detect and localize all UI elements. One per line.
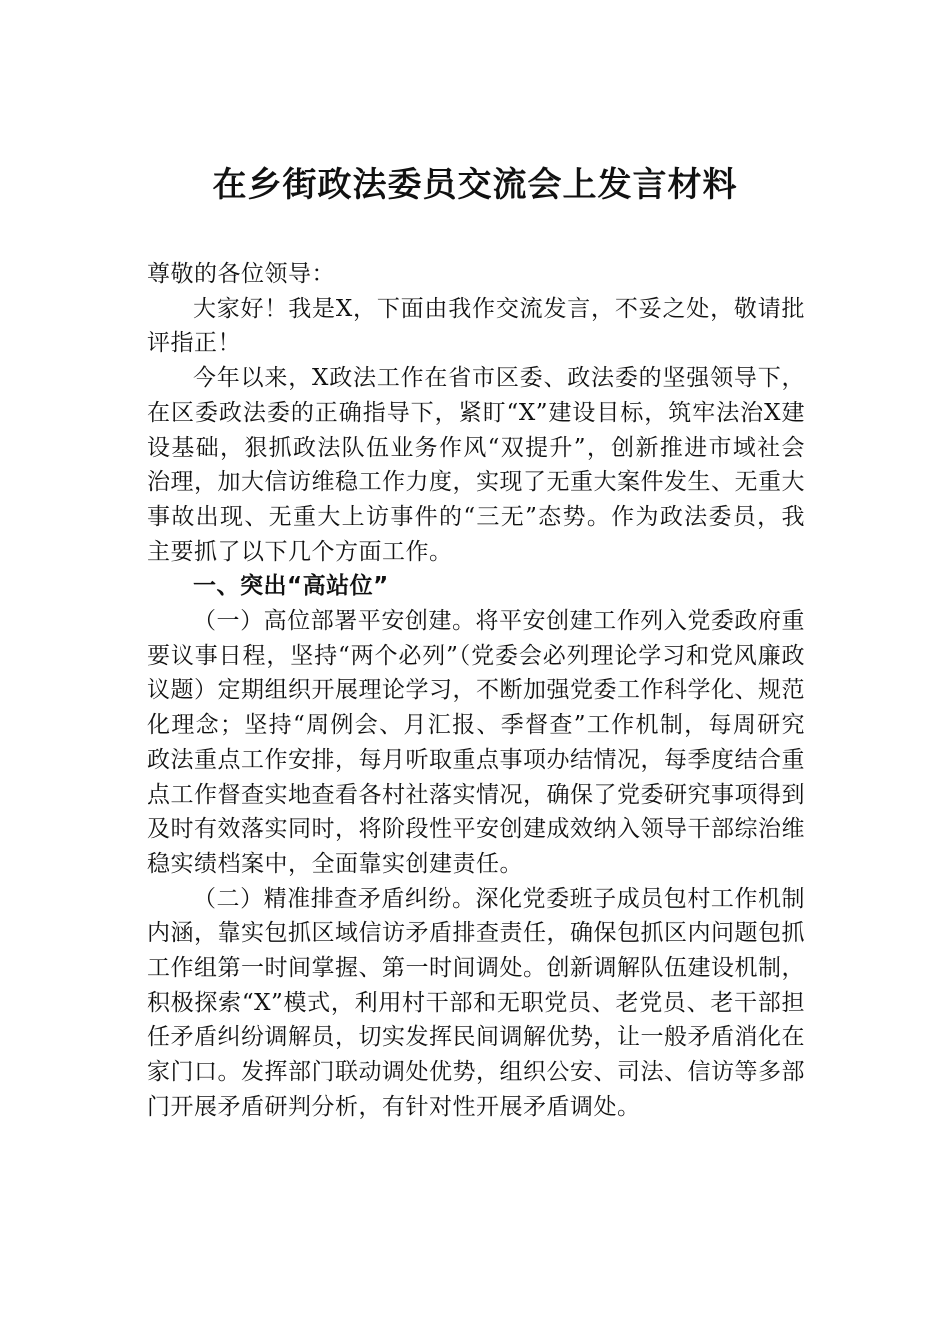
paragraph-greeting: 大家好！我是X，下面由我作交流发言，不妥之处，敬请批评指正！ bbox=[147, 295, 805, 357]
section-item-2: （二）精准排查矛盾纠纷。深化党委班子成员包村工作机制内涵，靠实包抓区域信访矛盾排查责任，确保包抓区内问题包抓工作组第一时间掌握、第一时间调处。创新调解队伍建设机制，积极探索“X”模式，利用村干部和无职党员、老党员、老干部担任矛盾纠纷调解员，切实发挥民间调解优势，让一般矛盾消化在家门口。发挥部门联动调处优势，组织公安、司法、信访等多部门开展矛盾研判分析，有针对性开展矛盾调处。 bbox=[147, 885, 805, 1120]
paragraph-overview: 今年以来，X政法工作在省市区委、政法委的坚强领导下，在区委政法委的正确指导下，紧盯“X”建设目标，筑牢法治X建设基础，狠抓政法队伍业务作风“双提升”，创新推进市域社会治理，加大信访维稳工作力度，实现了无重大案件发生、无重大事故出现、无重大上访事件的“三无”态势。作为政法委员，我主要抓了以下几个方面工作。 bbox=[147, 365, 805, 565]
document-title: 在乡街政法委员交流会上发言材料 bbox=[212, 165, 738, 205]
salutation: 尊敬的各位领导： bbox=[147, 261, 335, 287]
document-body bbox=[147, 257, 805, 1125]
section-item-1: （一）高位部署平安创建。将平安创建工作列入党委政府重要议事日程，坚持“两个必列”（党委会必列理论学习和党风廉政议题）定期组织开展理论学习，不断加强党委工作科学化、规范化理念；坚持“周例会、月汇报、季督查”工作机制，每周研究政法重点工作安排，每月听取重点事项办结情况，每季度结合重点工作督查实地查看各村社落实情况，确保了党委研究事项得到及时有效落实同时，将阶段性平安创建成效纳入领导干部综治维稳实绩档案中，全面靠实创建责任。 bbox=[147, 608, 805, 877]
section-heading: 一、突出“高站位” bbox=[193, 573, 389, 600]
